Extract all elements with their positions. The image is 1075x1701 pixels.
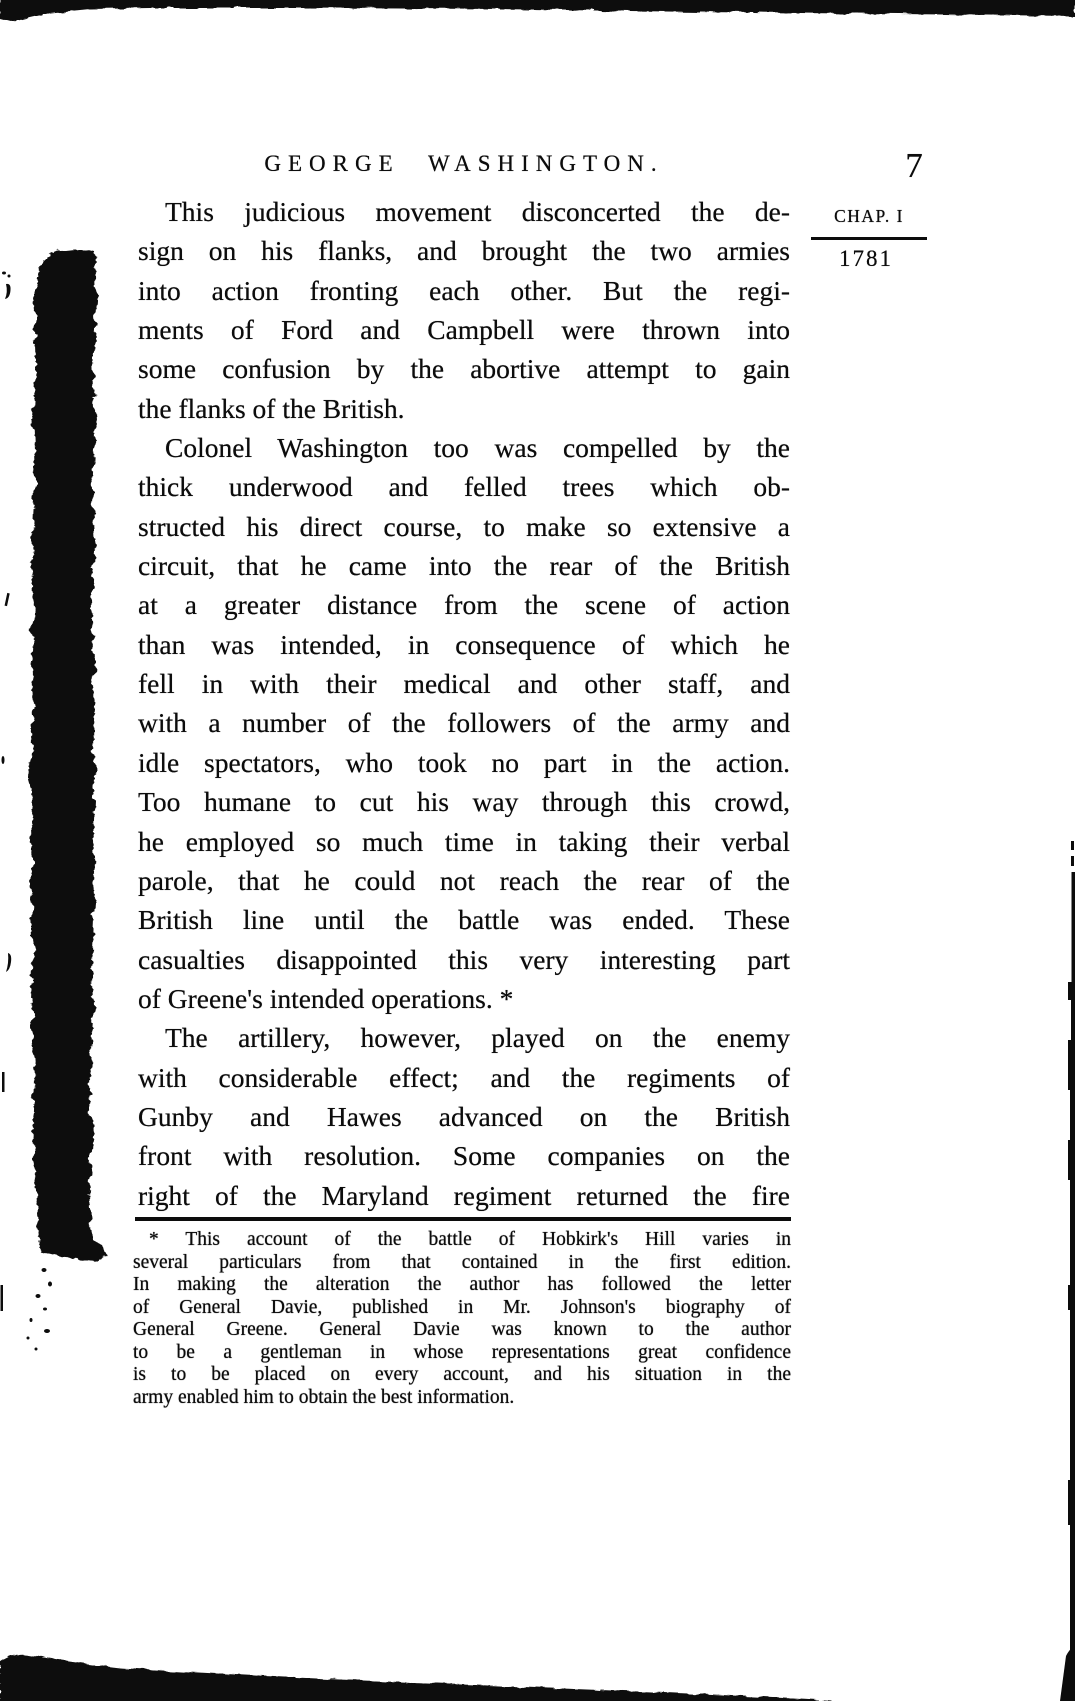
body-line: with considerable effect; and the regiments of bbox=[138, 1061, 790, 1093]
scan-artifact-right-line bbox=[1068, 841, 1075, 1701]
footnote-rule bbox=[135, 1217, 791, 1221]
body-line: of Greene's intended operations. * bbox=[138, 982, 514, 1014]
body-line: circuit, that he came into the rear of the British bbox=[138, 550, 790, 582]
body-line: thick underwood and felled trees which ob- bbox=[138, 471, 790, 503]
body-line: with a number of the followers of the army and bbox=[138, 707, 790, 739]
footnote-line: In making the alteration the author has followed the letter bbox=[133, 1274, 791, 1296]
body-line: into action fronting each other. But the regi- bbox=[138, 274, 790, 306]
footnote-line: is to be placed on every account, and his situation in the bbox=[133, 1364, 791, 1386]
body-line: casualties disappointed this very interesting part bbox=[138, 943, 790, 975]
body-line: at a greater distance from the scene of action bbox=[138, 589, 790, 621]
body-line: right of the Maryland regiment returned the fire bbox=[138, 1179, 790, 1211]
body-line: the flanks of the British. bbox=[138, 392, 405, 424]
scan-artifact-corner-mark bbox=[1060, 1646, 1075, 1701]
body-line: structed his direct course, to make so extensive a bbox=[138, 510, 790, 542]
year-sidenote: 1781 bbox=[839, 246, 893, 271]
body-line: ments of Ford and Campbell were thrown into bbox=[138, 314, 790, 346]
body-line: This judicious movement disconcerted the de- bbox=[165, 196, 790, 227]
scan-artifact-left-blob bbox=[30, 248, 106, 1260]
body-line: than was intended, in consequence of which he bbox=[138, 628, 790, 660]
body-line: idle spectators, who took no part in the action. bbox=[138, 746, 790, 778]
body-line: Gunby and Hawes advanced on the British bbox=[138, 1100, 790, 1132]
scan-artifact-top-bar bbox=[0, 0, 1075, 22]
body-line: some confusion by the abortive attempt to gain bbox=[138, 353, 790, 385]
body-line: Too humane to cut his way through this crowd, bbox=[138, 786, 790, 818]
footnote-line: to be a gentleman in whose representations great confidence bbox=[133, 1341, 791, 1363]
body-line: he employed so much time in taking their verbal bbox=[138, 825, 790, 857]
footnote-line: several particulars from that contained in the first edition. bbox=[133, 1251, 791, 1273]
page-number: 7 bbox=[905, 146, 923, 185]
body-line: sign on his flanks, and brought the two armies bbox=[138, 235, 790, 267]
footnote-line: * This account of the battle of Hobkirk's Hill varies in bbox=[149, 1229, 791, 1250]
sidenote-rule bbox=[811, 237, 927, 240]
chapter-sidenote: CHAP. I bbox=[834, 206, 904, 226]
body-text bbox=[138, 196, 790, 1219]
footnote bbox=[133, 1229, 791, 1409]
body-line: parole, that he could not reach the rear of the bbox=[138, 864, 790, 896]
scan-artifact-bottom-wedge bbox=[0, 1654, 832, 1701]
body-line: British line until the battle was ended. These bbox=[138, 904, 790, 936]
scan-artifact-specks bbox=[1, 272, 53, 1351]
body-line: Colonel Washington too was compelled by the bbox=[165, 432, 790, 464]
body-line: The artillery, however, played on the enemy bbox=[165, 1022, 790, 1054]
running-header: GEORGE WASHINGTON. bbox=[264, 151, 664, 176]
footnote-line: General Greene. General Davie was known to the author bbox=[133, 1319, 791, 1341]
footnote-line: army enabled him to obtain the best information. bbox=[133, 1386, 515, 1408]
body-line: fell in with their medical and other staff, and bbox=[138, 668, 790, 700]
body-line: front with resolution. Some companies on the bbox=[138, 1140, 790, 1172]
footnote-line: of General Davie, published in Mr. Johnson's biography of bbox=[133, 1296, 791, 1318]
